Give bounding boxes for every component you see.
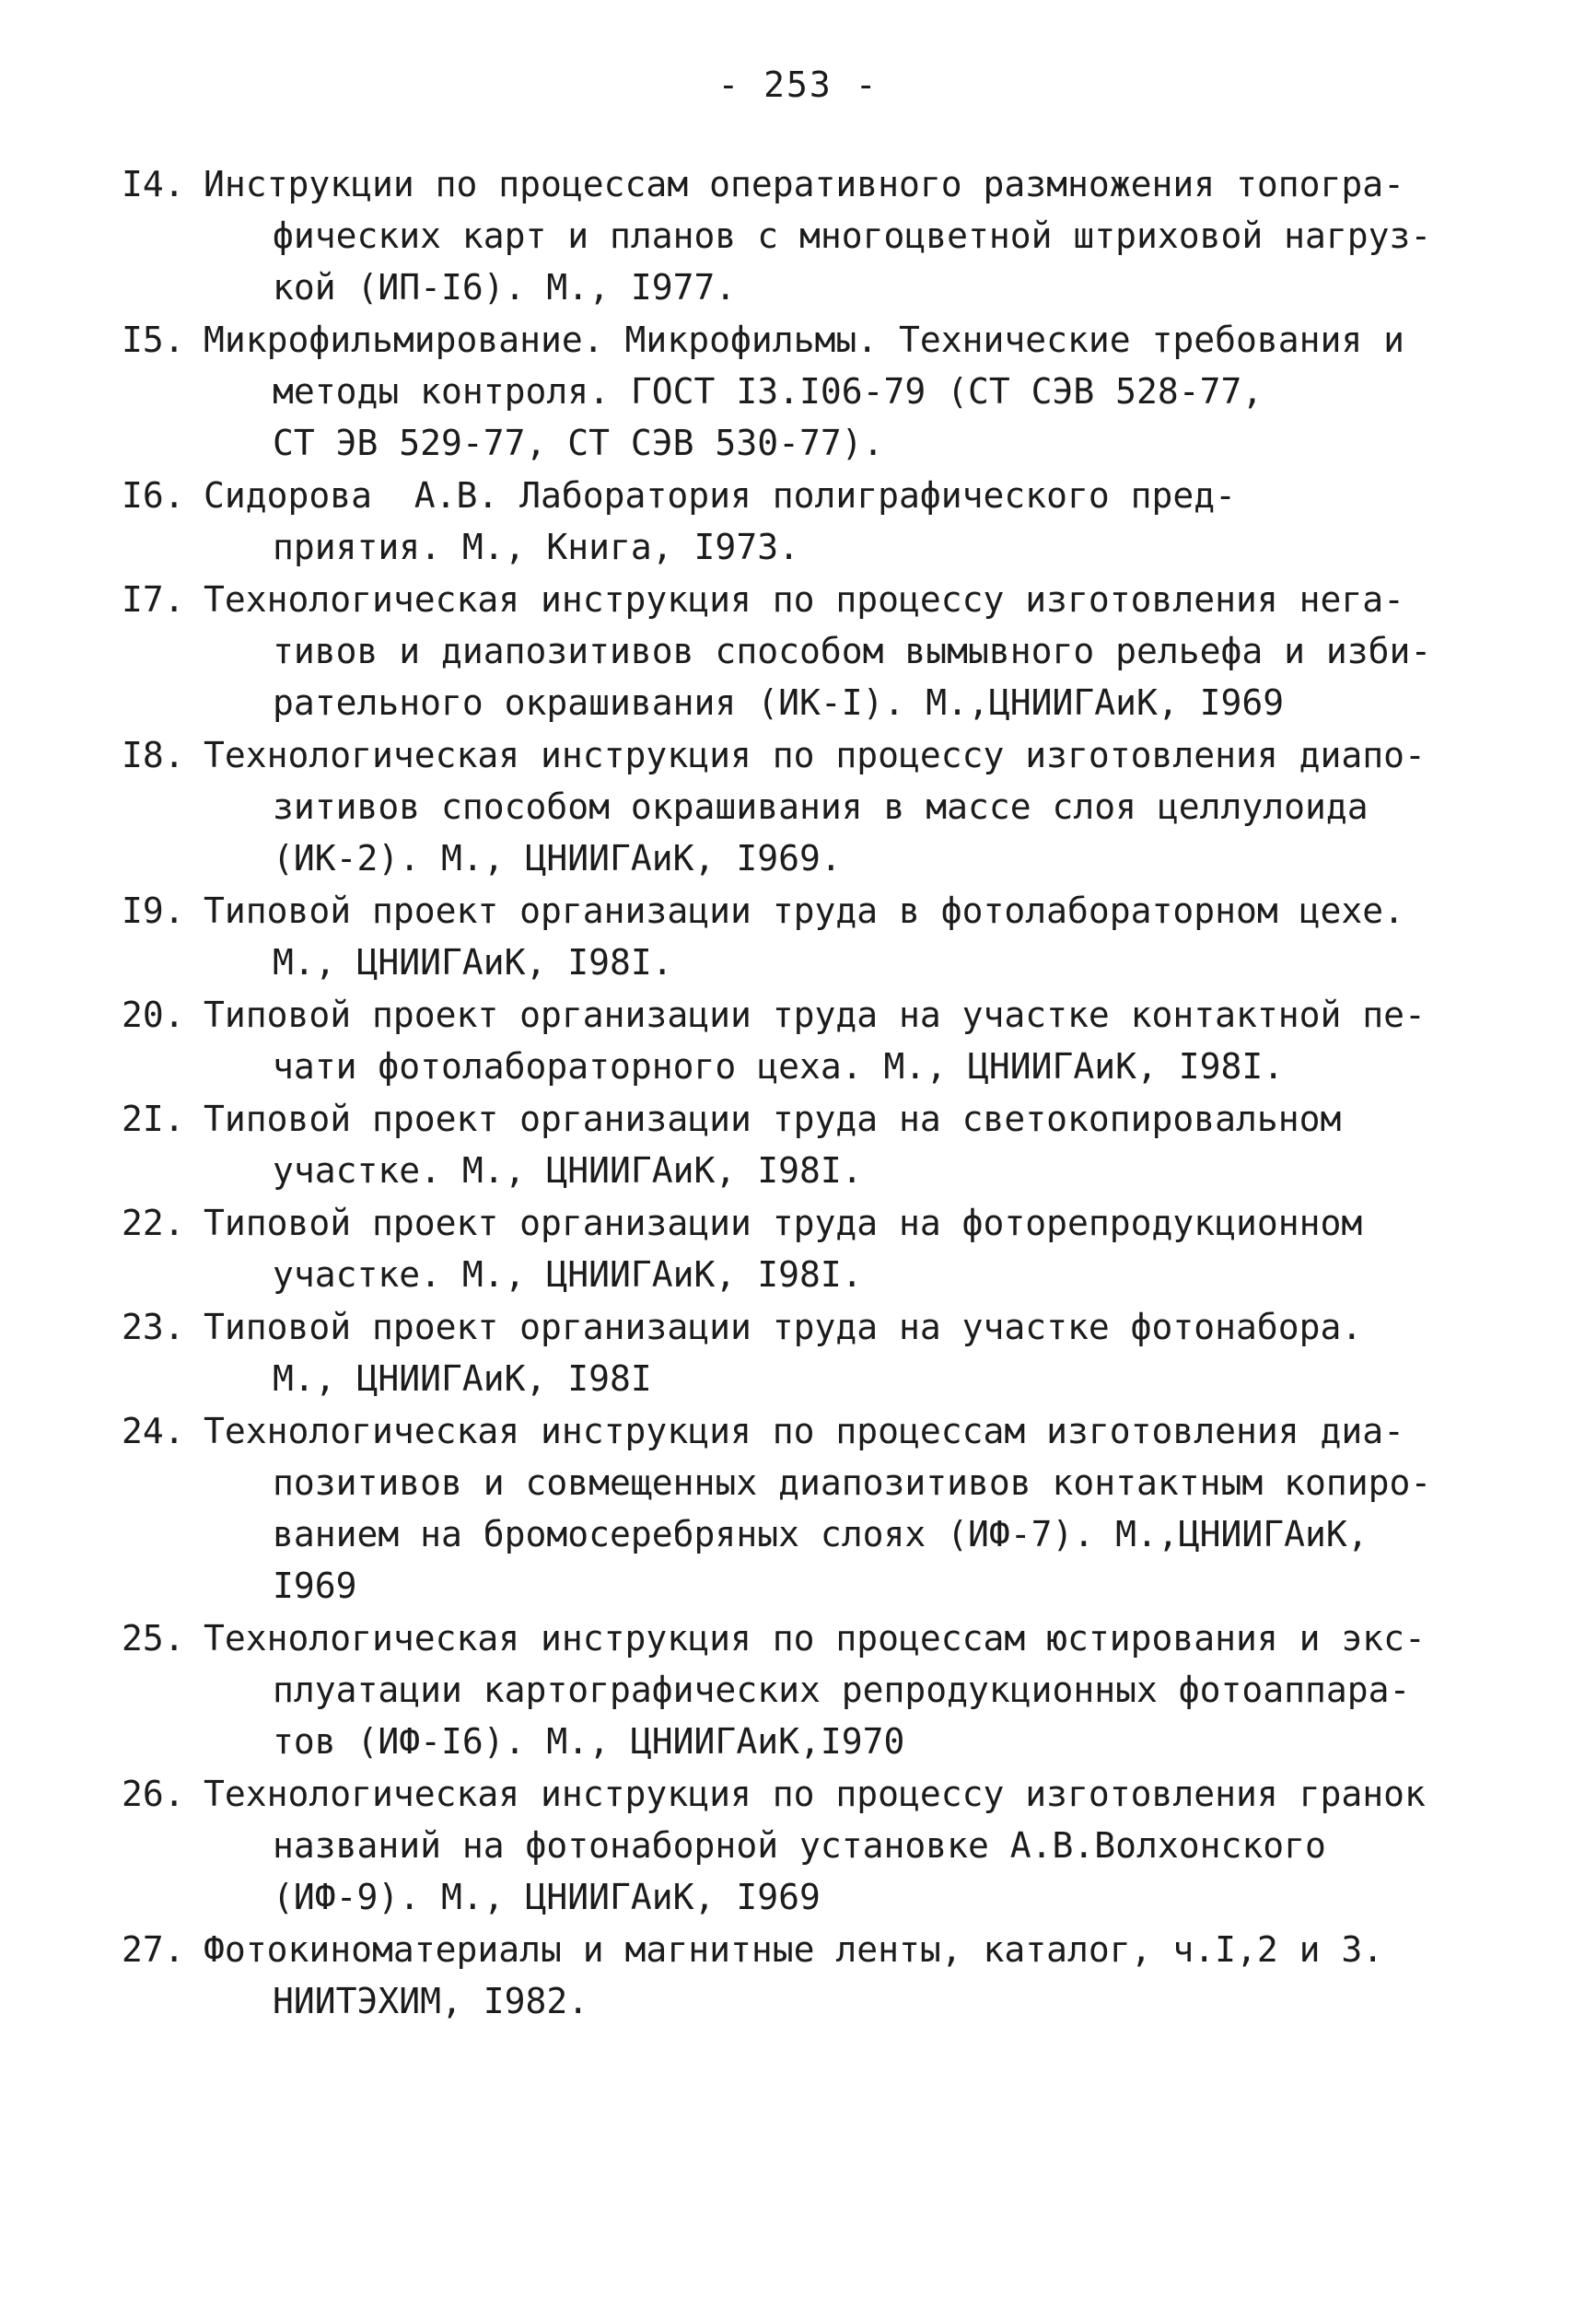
reference-item <box>122 1612 1494 1767</box>
reference-item <box>122 729 1494 884</box>
reference-number: 24. <box>122 1411 185 1451</box>
reference-line: названий на фотонаборной установке А.В.Волхонского <box>273 1825 1326 1866</box>
reference-line: Технологическая инструкция по процессу изготовления нега- <box>204 579 1405 620</box>
reference-line: (ИК-2). М., ЦНИИГАиК, I969. <box>273 838 842 879</box>
reference-number: I5. <box>122 320 185 360</box>
reference-line: участке. М., ЦНИИГАиК, I98I. <box>273 1254 863 1295</box>
reference-item <box>122 1093 1494 1196</box>
reference-line: Типовой проект организации труда в фотолабораторном цехе. <box>204 891 1405 931</box>
reference-line: Типовой проект организации труда на участке контактной пе- <box>204 995 1426 1035</box>
reference-line: Технологическая инструкция по процессу изготовления гранок <box>204 1774 1426 1814</box>
reference-item <box>122 1768 1494 1923</box>
reference-line: I969 <box>273 1566 357 1606</box>
reference-line: Инструкции по процессам оперативного размножения топогра- <box>204 164 1405 204</box>
reference-line: кой (ИП-I6). М., I977. <box>273 267 737 308</box>
reference-line: Фотокиноматериалы и магнитные ленты, каталог, ч.I,2 и 3. <box>204 1929 1384 1970</box>
reference-line: Технологическая инструкция по процессам изготовления диа- <box>204 1411 1405 1451</box>
reference-line: фических карт и планов с многоцветной штриховой нагруз- <box>273 215 1432 256</box>
reference-line: НИИТЭХИМ, I982. <box>273 1981 589 2021</box>
reference-number: 20. <box>122 995 185 1035</box>
reference-line: (ИФ-9). М., ЦНИИГАиК, I969 <box>273 1877 821 1917</box>
reference-line: рательного окрашивания (ИК-I). М.,ЦНИИГАиК, I969 <box>273 682 1285 723</box>
reference-line: ванием на бромосеребряных слоях (ИФ-7). М.,ЦНИИГАиК, <box>273 1514 1369 1554</box>
reference-line: тов (ИФ-I6). М., ЦНИИГАиК,I970 <box>273 1721 905 1762</box>
reference-line: Типовой проект организации труда на участке фотонабора. <box>204 1307 1363 1347</box>
reference-number: 23. <box>122 1307 185 1347</box>
reference-item <box>122 989 1494 1092</box>
reference-number: I6. <box>122 475 185 516</box>
reference-number: 2I. <box>122 1099 185 1139</box>
reference-line: М., ЦНИИГАиК, I98I <box>273 1358 652 1399</box>
reference-item <box>122 1924 1494 2027</box>
reference-item <box>122 158 1494 313</box>
reference-item <box>122 1197 1494 1300</box>
reference-line: методы контроля. ГОСТ I3.I06-79 (СТ СЭВ 528-77, <box>273 371 1264 412</box>
reference-item <box>122 574 1494 728</box>
reference-number: 25. <box>122 1618 185 1659</box>
reference-line: Технологическая инструкция по процессам юстирования и экс- <box>204 1618 1426 1659</box>
reference-line: М., ЦНИИГАиК, I98I. <box>273 942 673 983</box>
reference-line: приятия. М., Книга, I973. <box>273 527 799 567</box>
reference-line: позитивов и совмещенных диапозитивов контактным копиро- <box>273 1462 1432 1503</box>
reference-line: плуатации картографических репродукционных фотоаппара- <box>273 1670 1411 1710</box>
reference-number: I7. <box>122 579 185 620</box>
reference-line: Сидорова А.В. Лаборатория полиграфического пред- <box>204 475 1237 516</box>
reference-number: I9. <box>122 891 185 931</box>
reference-line: зитивов способом окрашивания в массе слоя целлулоида <box>273 786 1369 827</box>
reference-number: I4. <box>122 164 185 204</box>
reference-line: Технологическая инструкция по процессу изготовления диапо- <box>204 735 1426 775</box>
reference-item <box>122 1405 1494 1612</box>
reference-line: Типовой проект организации труда на светокопировальном <box>204 1099 1342 1139</box>
page-number: - 253 - <box>717 64 879 105</box>
reference-line: чати фотолабораторного цеха. М., ЦНИИГАиК, I98I. <box>273 1046 1285 1087</box>
reference-line: тивов и диапозитивов способом вымывного рельефа и изби- <box>273 631 1432 671</box>
reference-line: участке. М., ЦНИИГАиК, I98I. <box>273 1150 863 1191</box>
reference-list <box>122 158 1494 2028</box>
reference-number: 27. <box>122 1929 185 1970</box>
reference-line: Типовой проект организации труда на фоторепродукционном <box>204 1203 1363 1243</box>
reference-number: 26. <box>122 1774 185 1814</box>
reference-item <box>122 885 1494 988</box>
reference-number: 22. <box>122 1203 185 1243</box>
reference-item <box>122 314 1494 469</box>
reference-item <box>122 1301 1494 1404</box>
reference-item <box>122 470 1494 573</box>
reference-number: I8. <box>122 735 185 775</box>
reference-line: Микрофильмирование. Микрофильмы. Технические требования и <box>204 320 1405 360</box>
reference-line: СТ ЭВ 529-77, СТ СЭВ 530-77). <box>273 423 884 463</box>
